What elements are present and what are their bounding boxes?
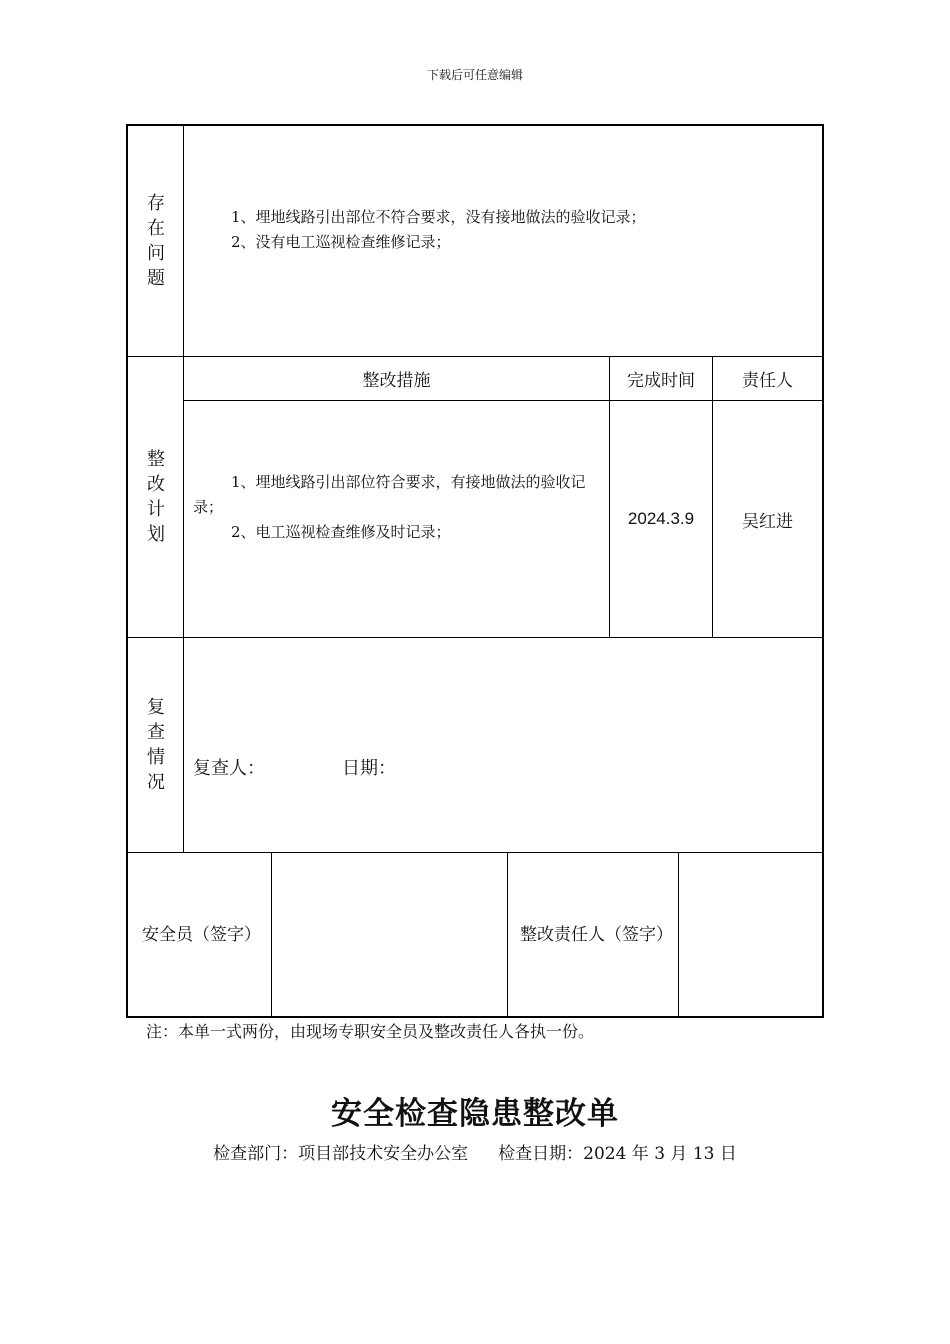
completion-date: 2024.3.9 xyxy=(627,509,695,528)
inspection-date: 检查日期：2024 年 3 月 13 日 xyxy=(498,1144,737,1164)
label-char: 复 xyxy=(147,696,165,718)
footer-note: 注：本单一式两份，由现场专职安全员及整改责任人各执一份。 xyxy=(146,1022,595,1041)
safety-officer-signature-label: 安全员（签字） xyxy=(142,924,261,945)
measure-item: 2、电工巡视检查维修及时记录； xyxy=(231,523,451,541)
reviewer-label: 复查人： xyxy=(193,758,265,779)
responsible-header: 责任人 xyxy=(742,371,793,391)
label-char: 查 xyxy=(147,721,165,743)
safety-officer-signature-field[interactable] xyxy=(272,853,507,1016)
measures-header: 整改措施 xyxy=(362,371,431,391)
rectification-person-signature-label: 整改责任人（签字） xyxy=(520,924,673,945)
label-char: 问 xyxy=(147,243,165,264)
review-label xyxy=(128,637,184,852)
review-date-label: 日期： xyxy=(342,758,396,779)
measure-item: 1、埋地线路引出部位符合要求，有接地做法的验收记录； xyxy=(193,473,586,516)
plan-label xyxy=(128,356,184,637)
problem-item: 1、埋地线路引出部位不符合要求，没有接地做法的验收记录； xyxy=(231,208,646,226)
document-title: 安全检查隐患整改单 xyxy=(331,1096,619,1132)
inspection-department: 检查部门：项目部技术安全办公室 xyxy=(213,1144,469,1164)
inspection-meta xyxy=(0,1139,950,1164)
problems-label xyxy=(128,126,184,356)
label-char: 在 xyxy=(147,218,165,239)
rectification-form-table xyxy=(126,124,824,1018)
completion-time-header: 完成时间 xyxy=(627,371,695,391)
label-char: 况 xyxy=(147,771,165,793)
label-char: 整 xyxy=(147,448,165,470)
label-char: 情 xyxy=(147,746,165,768)
label-char: 划 xyxy=(147,523,165,545)
label-char: 存 xyxy=(147,193,165,214)
label-char: 计 xyxy=(147,498,165,520)
label-char: 改 xyxy=(147,473,165,495)
row-divider xyxy=(128,637,822,638)
label-char: 题 xyxy=(147,268,165,289)
responsible-person: 吴红进 xyxy=(742,511,793,532)
rectification-person-signature-field[interactable] xyxy=(679,853,822,1016)
page-header-note: 下载后可任意编辑 xyxy=(426,68,523,82)
problem-item: 2、没有电工巡视检查维修记录； xyxy=(231,233,451,251)
